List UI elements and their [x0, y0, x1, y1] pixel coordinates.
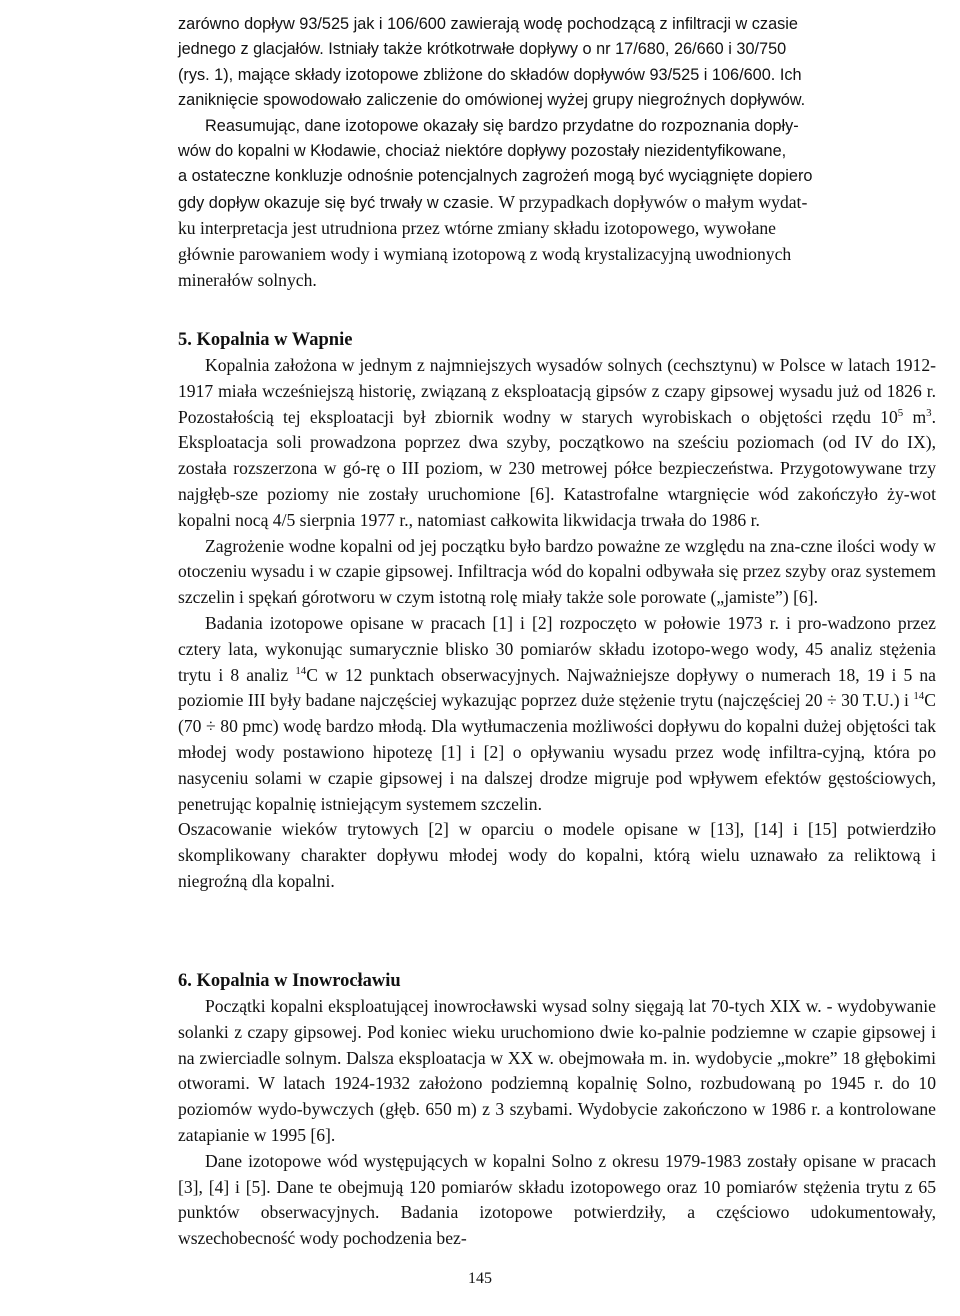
section-6-body	[178, 994, 936, 1252]
section-5-heading: 5. Kopalnia w Wapnie	[178, 330, 353, 350]
section-5-body	[178, 353, 936, 895]
summary-line-start: gdy dopływ okazuje się być trwały w czasie.	[178, 193, 494, 212]
section-6-paragraph-2: Dane izotopowe wód występujących w kopalni Solno z okresu 1979-1983 zostały opisane w pracach [3], [4] i [5]. Dane te obejmują 120 pomiarów składu izotopowego oraz 10 pomiarów stężenia trytu z 65 punktów obserwacyjnych. Badania izotopowe potwierdziły, a częściowo udokumentowały, wszechobecność wody pochodzenia bez-	[178, 1150, 936, 1249]
intro-line: zarówno dopływ 93/525 jak i 106/600 zawierają wodę pochodzącą z infiltracji w czasie	[178, 15, 798, 33]
evaporation-line: ku interpretacja jest utrudniona przez wtórne zmiany składu izotopowego, wywołane	[178, 218, 776, 238]
section-5-paragraph-3	[178, 611, 936, 817]
summary-line: a ostateczne konkluzje odnośnie potencjalnych zagrożeń mogą być wyciągnięte dopiero	[178, 167, 813, 186]
summary-line-serif-tail: W przypadkach dopływów o małym wydat-	[498, 191, 808, 212]
superscript: 14	[913, 690, 925, 703]
section-5-paragraph-4: Oszacowanie wieków trytowych [2] w oparciu o modele opisane w [13], [14] i [15] potwierdziło skomplikowany charakter dopływu młodej wody do kopalni, którą wielu uznawało za reliktową i niegroźną dla kopalni.	[178, 819, 936, 891]
text-run: . Eksploatacja soli prowadzona poprzez dwa szyby, początkowo na sześciu poziomach (od IV do IX), została rozszerzona w gó-rę o III poziom, w 230 metrowej półce bezpieczeństwa. Przygotowywane trzy najgłęb-sze poziomy nie zostały uruchomione [6]. Katastrofalne wtargnięcie wód zakończyło ży-wot kopalni nocą 4/5 sierpnia 1977 r., natomiast całkowita likwidacja trwała do 1986 r.	[178, 406, 936, 530]
superscript: 3	[926, 406, 932, 419]
summary-line	[178, 190, 936, 216]
intro-line: jednego z glacjałów. Istniały także krótkotrwałe dopływy o nr 17/680, 26/660 i 30/750	[178, 40, 787, 59]
intro-serif-block	[178, 216, 936, 293]
text-run: C w 12 punktach obserwacyjnych. Najważniejsze dopływy o numerach 18, 19 i 5 na poziomie III były badane najczęściej wykazując poprzez duże stężenie trytu (najczęściej 20 ÷ 30 T.U.) i	[178, 664, 936, 711]
section-5-paragraph-2: Zagrożenie wodne kopalni od jej początku było bardzo poważne ze względu na zna-czne ilości wody w otoczeniu wysadu i w czapie gipsowej. Infiltracja wód do kopalni odbywała się przez szyby oraz systemem szczelin i spękań górotworu w czym istotną rolę miały także sole porowate („jamiste”) [6].	[178, 535, 936, 608]
evaporation-line: minerałów solnych.	[178, 269, 317, 290]
summary-line: wów do kopalni w Kłodawie, chociaż niektóre dopływy pozostały niezidentyfikowane,	[178, 142, 787, 161]
section-6-heading: 6. Kopalnia w Inowrocławiu	[178, 971, 401, 991]
intro-line: (rys. 1), mające składy izotopowe zbliżone do składów dopływów 93/525 i 106/600. Ich	[178, 65, 802, 84]
text-run: C (70 ÷ 80 pmc) wodę bardzo młodą. Dla wytłumaczenia możliwości dopływu do kopalni dużej objętości tak młodej wody postawiono hipotezę [1] i [2] o opływaniu wysadu przez wodę infiltra-cyjną, która po nasyceniu solami w czapie gipsowej i na dalszej drodze migruje pod wpływem efektów gęstościowych, penetrując kopalnię istniejącym systemem szczelin.	[178, 690, 936, 814]
summary-line: Reasumując, dane izotopowe okazały się bardzo przydatne do rozpoznania dopły-	[205, 116, 799, 135]
text-run: Kopalnia założona w jednym z najmniejszych wysadów solnych (cechsztynu) w Polsce w latach 1912-1917 miała wcześniejszą historię, związaną z eksploatacją gipsów z czapy gipsowej wysadu już od 1826 r. Pozostałością tej eksploatacji był zbiornik wodny w starych wyrobiskach o objętości rzędu 10	[178, 355, 936, 427]
evaporation-line: głównie parowaniem wody i wymianą izotopową z wodą krystalizacyjną uwodnionych	[178, 243, 792, 264]
intro-sans-block	[178, 12, 936, 216]
text-run: m	[903, 406, 927, 427]
section-6-paragraph-1: Początki kopalni eksploatującej inowrocławski wysad solny sięgają lat 70-tych XIX w. - wydobywanie solanki z czapy gipsowej. Pod koniec wieku uruchomiono dwie ko-palnie podziemne w czapie gipsowej i na zwierciadle solnym. Dalsza eksploatacja w XX w. obejmowała m. in. wydobycie „mokre” 18 głębokimi otworami. W latach 1924-1932 założono podziemną kopalnię Solno, rozbudowaną po 1945 r. do 10 poziomów wydo-bywczych (głęb. 650 m) z 3 szybami. Wydobycie zakończono w 1986 r. a kontrolowane zatapianie w 1995 [6].	[178, 996, 936, 1145]
superscript: 14	[295, 664, 307, 677]
page-number: 145	[468, 1270, 492, 1287]
section-5-paragraph-1	[178, 353, 936, 534]
intro-line: zaniknięcie spowodowało zaliczenie do omówionej wyżej grupy niegroźnych dopływów.	[178, 91, 806, 110]
superscript: 5	[897, 406, 904, 419]
text-run: Badania izotopowe opisane w pracach [1] i [2] rozpoczęto w połowie 1973 r. i pro-wadzono przez cztery lata, wykonując sumarycznie blisko 30 pomiarów składu izotopo-wego wody, 45 analiz stężenia trytu i 8 analiz	[178, 612, 936, 685]
